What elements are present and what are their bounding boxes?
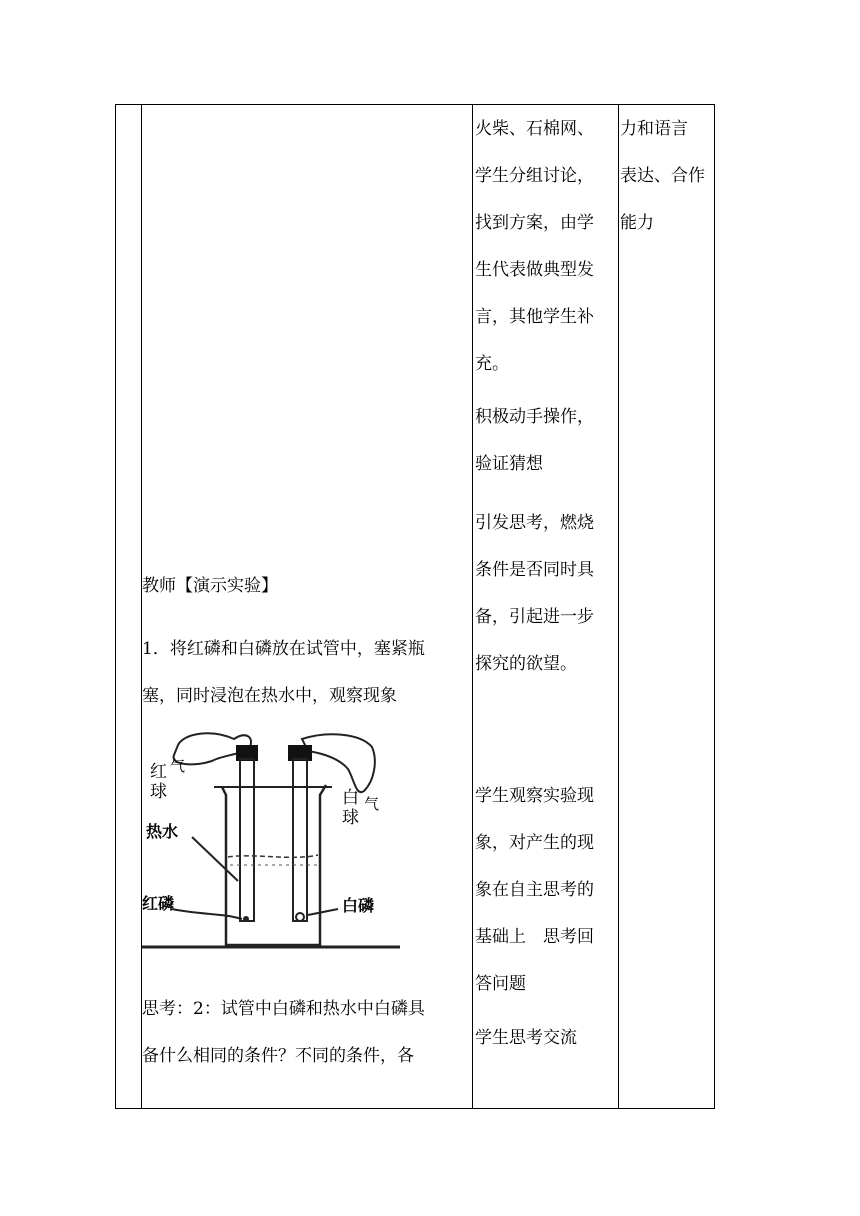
text-line: 条件是否同时具 [475, 560, 594, 580]
student-activity-3 [475, 500, 594, 688]
right-test-tube [293, 759, 307, 921]
text-line: 象在自主思考的 [475, 880, 594, 900]
text-line: 思考：2：试管中白磷和热水中白磷具 [142, 999, 425, 1019]
label-gas-left: 气 [170, 757, 186, 775]
red-phosphorus-piece [243, 916, 249, 922]
label-gas-right: 气 [364, 795, 380, 813]
hot-water-pointer [192, 837, 238, 881]
white-phosphorus-piece [296, 913, 304, 921]
label-red-phosphorus: 红磷 [142, 894, 175, 913]
column-divider [618, 105, 619, 1108]
experiment-diagram [142, 725, 404, 953]
text-line: 基础上 思考回 [475, 927, 594, 947]
text-line: 塞，同时浸泡在热水中，观察现象 [142, 686, 397, 706]
text-line: 积极动手操作， [475, 407, 594, 427]
text-line: 引发思考，燃烧 [475, 513, 594, 533]
text-line: 言，其他学生补 [475, 307, 594, 327]
student-activity-5: 学生思考交流 [475, 1028, 577, 1048]
text-line: 备，引起进一步 [475, 607, 594, 627]
student-activity-2 [475, 394, 594, 488]
text-line: 学生分组讨论， [475, 166, 594, 186]
text-line: 找到方案，由学 [475, 213, 594, 233]
step-1-text [142, 626, 425, 720]
text-line: 验证猜想 [475, 454, 543, 474]
think-question [142, 986, 425, 1080]
text-line: 探究的欲望。 [475, 654, 577, 674]
water-surface [228, 855, 318, 857]
text-line: 表达、合作 [620, 166, 705, 186]
label-red-balloon-1: 红 [150, 762, 167, 782]
white-p-pointer [308, 909, 338, 915]
label-red-balloon-2: 球 [150, 782, 167, 802]
text-line: 充。 [475, 354, 509, 374]
beaker-illustration [142, 725, 404, 953]
label-hot-water: 热水 [146, 822, 179, 841]
text-line: 答问题 [475, 974, 526, 994]
label-white-phosphorus: 白磷 [342, 896, 375, 915]
column-divider [472, 105, 473, 1108]
text-line: 生代表做典型发 [475, 260, 594, 280]
label-white-balloon-1: 白 [342, 788, 359, 808]
left-test-tube [240, 759, 254, 921]
text-line: 备什么相同的条件？不同的条件，各 [142, 1046, 414, 1066]
label-white-balloon-2: 球 [342, 808, 359, 828]
white-balloon-shape [302, 734, 375, 792]
design-intent [620, 106, 705, 247]
text-line: 学生观察实验现 [475, 786, 594, 806]
text-line: 1．将红磷和白磷放在试管中，塞紧瓶 [142, 639, 425, 659]
demo-experiment-heading: 教师【演示实验】 [142, 576, 278, 596]
text-line: 象，对产生的现 [475, 833, 594, 853]
student-activity-4 [475, 773, 594, 1008]
student-activity-1 [475, 106, 594, 388]
text-line: 力和语言 [620, 119, 688, 139]
text-line: 能力 [620, 213, 654, 233]
red-p-pointer [172, 909, 242, 919]
text-line: 火柴、石棉网、 [475, 119, 594, 139]
